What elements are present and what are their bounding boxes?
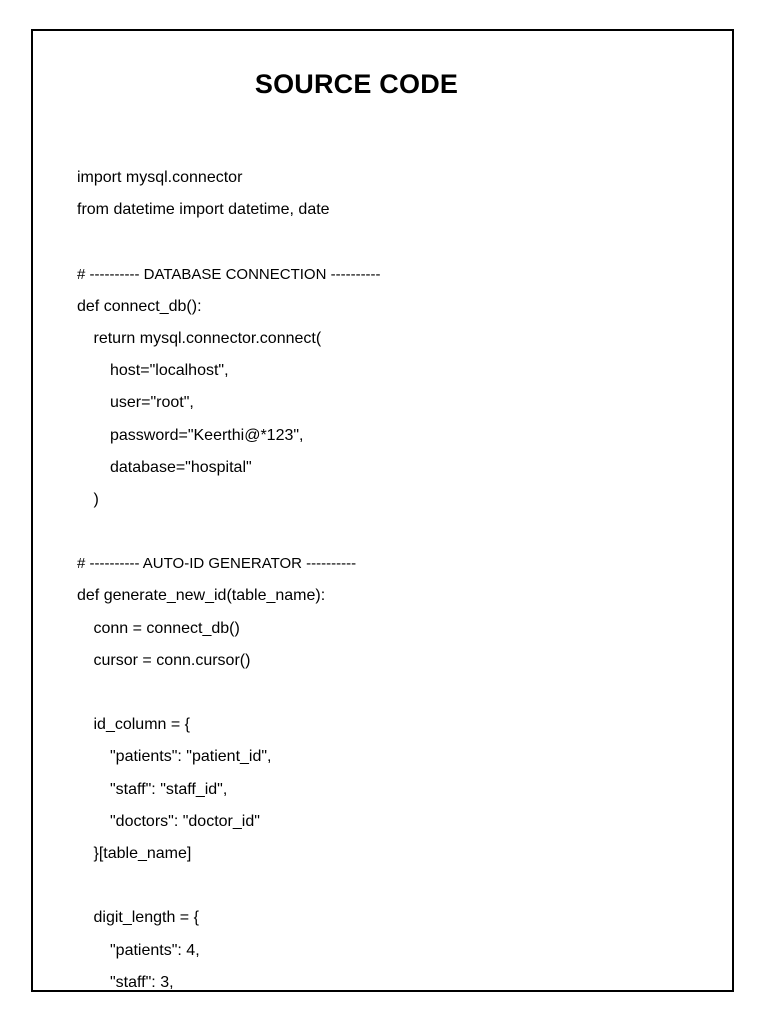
code-line: "patients": 4, <box>110 941 200 959</box>
code-block <box>77 162 747 999</box>
code-line <box>77 226 747 258</box>
code-line: return mysql.connector.connect( <box>93 329 322 347</box>
code-line: "staff": "staff_id", <box>110 780 228 798</box>
code-line: from datetime import datetime, date <box>77 201 330 219</box>
page-title: SOURCE CODE <box>254 69 459 99</box>
code-line: host="localhost", <box>110 362 229 380</box>
code-line: "staff": 3, <box>110 973 174 991</box>
code-line <box>77 870 747 902</box>
code-line <box>77 677 747 709</box>
code-line: ) <box>93 490 99 508</box>
code-line: # ---------- AUTO-ID GENERATOR ---------- <box>77 555 357 573</box>
code-line: def generate_new_id(table_name): <box>77 587 326 605</box>
code-line: "doctors": "doctor_id" <box>110 812 260 830</box>
code-line: id_column = { <box>93 716 191 734</box>
code-line: user="root", <box>110 394 194 412</box>
code-line: cursor = conn.cursor() <box>93 651 251 669</box>
code-line: digit_length = { <box>93 909 199 927</box>
code-line: import mysql.connector <box>77 169 243 186</box>
code-line: # ---------- DATABASE CONNECTION ---------- <box>77 265 381 283</box>
code-line: }[table_name] <box>93 844 192 862</box>
code-line: password="Keerthi@*123", <box>110 426 304 444</box>
code-line: def connect_db(): <box>77 297 202 315</box>
page-border <box>31 29 734 992</box>
code-line <box>77 516 747 548</box>
code-line: database="hospital" <box>110 458 252 476</box>
code-line: "patients": "patient_id", <box>110 748 272 766</box>
code-line: conn = connect_db() <box>93 619 240 637</box>
